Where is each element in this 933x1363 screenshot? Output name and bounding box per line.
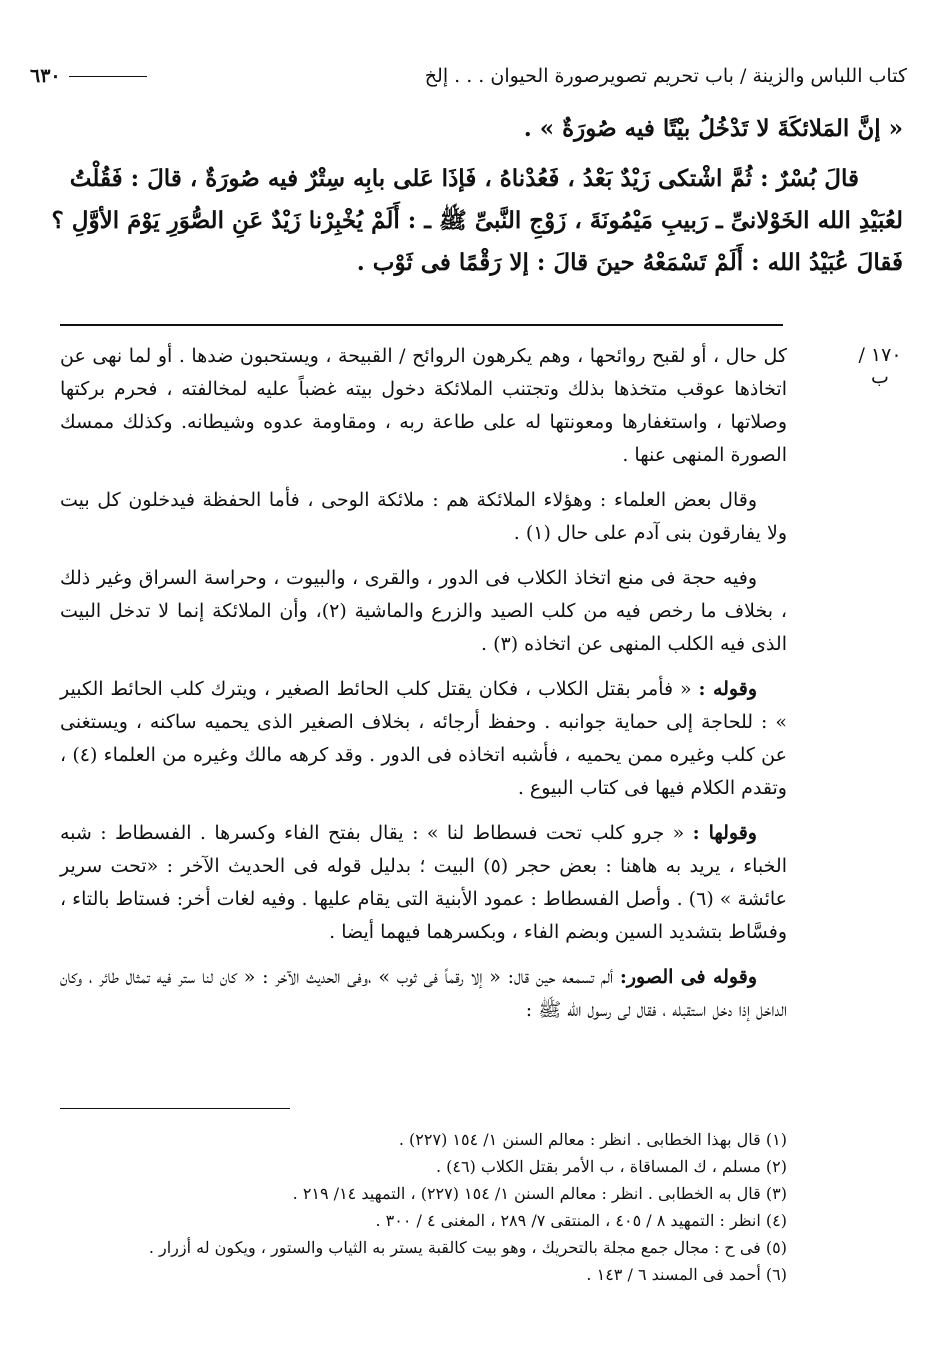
commentary-paragraph: وفيه حجة فى منع اتخاذ الكلاب فى الدور ، والقرى ، والبيوت ، وحراسة السراق وغير ذلك ، بخلاف ما رخص فيه من كلب الصيد والزرع والماشية (٢)، وأن الملائكة إنما لا تدخل البيت الذى فيه الكلب المنهى عن اتخاذه (٣) . [60, 567, 787, 655]
hadith-text [48, 108, 903, 284]
footnote-rule [60, 1108, 290, 1109]
lemma: وقوله فى الصور: [619, 966, 757, 988]
commentary-paragraph: وقال بعض العلماء : وهؤلاء الملائكة هم : ملائكة الوحى ، فأما الحفظة فيدخلون كل بيت ولا يفارقون بنى آدم على حال (١) . [60, 489, 787, 544]
footnote: (٥) فى ح : مجال جمع مجلة بالتحريك ، وهو بيت كالقبة يستر به الثياب والستور ، ويكون له أزرار . [148, 1238, 787, 1257]
lemma-text: « فأمر بقتل الكلاب ، فكان يقتل كلب الحائط الصغير ، ويترك كلب الحائط الكبير » : للحاجة إلى حماية جوانبه . وحفظ أرجائه ، بخلاف الصغير الذى يحميه ساكنه ، ويستغنى عن كلب وغيره ممن يحميه ، فأشبه اتخاذه فى الدور . وقد كرهه مالك وغيره من العلماء (٤) ، وتقدم الكلام فيها فى كتاب البيوع . [60, 678, 787, 799]
commentary-paragraph [60, 673, 787, 805]
footnote: (٤) انظر : التمهيد ٨ / ٤٠٥ ، المنتقى ٧/ ٢٨٩ ، المغنى ٤ / ٣٠٠ . [375, 1211, 787, 1230]
running-header [30, 56, 907, 96]
commentary-paragraph: كل حال ، أو لقبح روائحها ، وهم يكرهون الروائح / القبيحة ، ويستحبون ضدها . أو لما نهى عن اتخاذها عوقب متخذها بذلك وتجتنب الملائكة دخول بيته غضباً عليه لمخالفته ، فحرم بركتها وصلاتها ، واستغفارها ومعونتها له على طاعة ربه ، ومقاومة عدوه وشيطانه. وكذلك ممسك الصورة المنهى عنها . [60, 345, 787, 466]
hadith-line: « إنَّ المَلائكَةَ لا تَدْخُلُ بيْتًا فيه صُورَةٌ » . [523, 115, 903, 142]
lemma: وقوله : [698, 678, 757, 700]
commentary-paragraph [60, 817, 787, 949]
lemma-text: « جرو كلب تحت فسطاط لنا » : يقال بفتح الفاء وكسرها . الفسطاط : شبه الخباء ، يريد به هاهنا : بعض حجر (٥) البيت ؛ بدليل قوله فى الحديث الآخر : «تحت سرير عائشة » (٦) . وأصل الفسطاط : عمود الأبنية التى يقام عليها . وفيه لغات أخر: فستاط بالتاء ، وفسَّاط بتشديد السين وبضم الفاء ، وبكسرهما فيهما أيضا . [60, 822, 788, 943]
commentary-paragraph [60, 961, 787, 1027]
section-divider [60, 324, 783, 326]
footnote: (٣) قال به الخطابى . انظر : معالم السنن ١/ ١٥٤ (٢٢٧) ، التمهيد ١٤/ ٢١٩ . [292, 1184, 787, 1203]
lemma-text: ألم تسمعه حين قال: « إلا رقماً فى ثوب » ،وفى الحديث الآخر : « كان لنا ستر فيه تمثال طائر ، وكان الداخل إذا دخل استقبله ، فقال لى رسول الله ﷺ : [60, 966, 787, 1021]
header-title: كتاب اللباس والزينة / باب تحريم تصويرصورة الحيوان . . . إلخ [424, 65, 907, 87]
lemma: وقولها : [692, 822, 757, 844]
footnote: (١) قال بهذا الخطابى . انظر : معالم السنن ١/ ١٥٤ (٢٢٧) . [398, 1130, 787, 1149]
footnotes [60, 1126, 787, 1288]
footnote: (٦) أحمد فى المسند ٦ / ١٤٣ . [586, 1265, 787, 1284]
footnote: (٢) مسلم ، ك المساقاة ، ب الأمر بقتل الكلاب (٤٦) . [435, 1157, 787, 1176]
manuscript-folio-reference: ١٧٠ / ب [858, 344, 902, 388]
page-number: ٦٣٠ [30, 65, 61, 87]
commentary-text [60, 340, 787, 1039]
hadith-paragraph: قالَ بُسْرٌ : ثُمَّ اشْتكى زَيْدٌ بَعْدُ ، فَعُدْناهُ ، فَإذَا عَلى بابِه سِتْرٌ فيه صُورَةٌ ، قالَ : فَقُلْتُ لعُبَيْدِ الله الخَوْلانىِّ ـ رَبيبِ مَيْمُونَةَ ، زَوْجِ النَّبىِّ ﷺ ـ : أَلَمْ يُخْبِرْنا زَيْدٌ عَنِ الصُّوَرِ يَوْمَ الأوَّلِ ؟ فَقالَ عُبَيْدُ الله : أَلَمْ تَسْمَعْهُ حينَ قالَ : إلا رَقْمًا فى ثَوْب . [51, 165, 903, 276]
header-rule [69, 76, 147, 77]
